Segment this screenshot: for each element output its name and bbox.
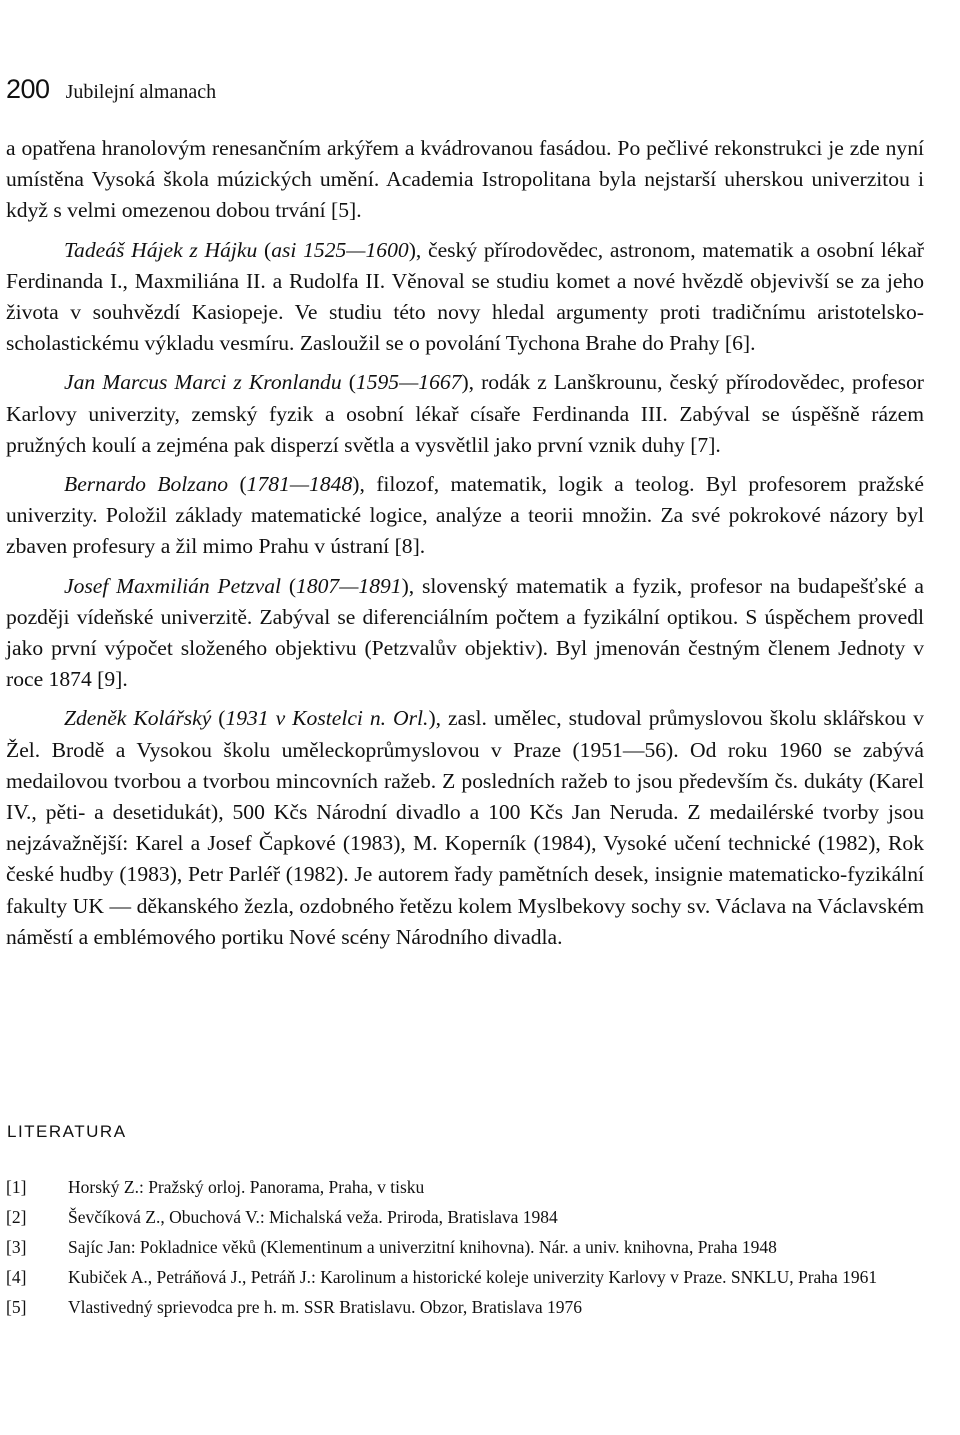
reference-item <box>6 1295 924 1319</box>
italic-text: Bernardo Bolzano <box>64 472 229 497</box>
paragraph-text: ), slovenský matematik a fyzik, profesor na budapešťské a později vídeňské univerzitě. Zabýval se diferenciálním počtem a fyzikální optikou. S úspěchem provedl jako první výpočet složeného objektivu (Petzvalův objektiv). Byl jmenován čestným členem Jednoty v roce 1874 [9]. <box>6 573 924 692</box>
paragraph-text: ( <box>211 706 226 731</box>
reference-text: Kubiček A., Petráňová J., Petráň J.: Karolinum a historické koleje univerzity Karlovy v Praze. SNKLU, Praha 1961 <box>68 1267 878 1287</box>
page-header <box>6 74 216 105</box>
paragraph <box>6 133 924 227</box>
paragraph-text: ), rodák z Lanškrounu, český přírodovědec, profesor Karlovy univerzity, zemský fyzik a osobní lékař císaře Ferdinanda III. Zabýval se úspěšně rázem pružných koulí a zejména pak disperzí světla a vysvětlil jako první vznik duhy [7]. <box>6 370 924 457</box>
reference-text: Ševčíková Z., Obuchová V.: Michalská veža. Priroda, Bratislava 1984 <box>68 1207 558 1227</box>
literature-heading: LITERATURA <box>7 1122 127 1141</box>
paragraph-text: a opatřena hranolovým renesančním arkýřem a kvádrovanou fasádou. Po pečlivé rekonstrukci je zde nyní umístěna Vysoká škola múzických umění. Academia Istropolitana byla nejstarší uherskou univerzitou i když s velmi omezenou dobou trvání [5]. <box>6 136 924 223</box>
reference-item <box>6 1265 924 1289</box>
italic-text: Zdeněk Kolářský <box>64 706 212 731</box>
paragraph-text: ), filozof, matematik, logik a teolog. Byl profesorem pražské univerzity. Položil základy matematické logice, analýze a teorii množin. Za své pokrokové názory byl zbaven profesury a žil mimo Prahu v ústraní [8]. <box>6 472 925 559</box>
body-text <box>6 133 924 961</box>
italic-text: 1595—1667 <box>355 370 462 395</box>
page-number: 200 <box>6 74 50 104</box>
reference-text: Vlastivedný sprievodca pre h. m. SSR Bratislavu. Obzor, Bratislava 1976 <box>68 1297 583 1317</box>
paragraph-text: ), český přírodovědec, astronom, matematik a osobní lékař Ferdinanda I., Maxmiliána II. a Rudolfa II. Věnoval se studiu komet a nové hvězdě objevivší se za jeho života v souhvězdí Kasiopeje. Ve studiu této novy hledal argumenty proti tradičnímu aristotelsko-scholastickému výkladu vesmíru. Zasloužil se o povolání Tychona Brahe do Prahy [6]. <box>6 237 924 356</box>
reference-text: Horský Z.: Pražský orloj. Panorama, Praha, v tisku <box>68 1177 425 1197</box>
reference-list <box>6 1175 924 1325</box>
paragraph <box>6 469 924 563</box>
running-head: Jubilejní almanach <box>65 81 217 103</box>
reference-number: [5] <box>6 1297 27 1317</box>
paragraph-text: ), zasl. umělec, studoval průmyslovou školu sklářskou v Žel. Brodě a Vysokou školu uměleckoprůmyslovou v Praze (1951—56). Od roku 1960 se zabývá medailovou tvorbou a tvorbou mincovních ražeb. Z posledních ražeb to jsou především čs. dukáty (Karel IV., pěti- a desetidukát), 500 Kčs Národní divadlo a 100 Kčs Jan Neruda. Z medailérské tvorby jsou nejzávažnější: Karel a Josef Čapkové (1983), M. Koperník (1984), Vysoké učení technické (1982), Rok české hudby (1983), Petr Parléř (1982). Je autorem řady pamětních desek, insignie matematicko-fyzikální fakulty UK — děkanského žezla, ozdobného řetězu kolem Myslbekovy sochy sv. Václava na Václavském náměstí a emblémového portiku Nové scény Národního divadla. <box>6 706 924 949</box>
paragraph-text: ( <box>228 472 247 497</box>
reference-item <box>6 1175 924 1199</box>
reference-item <box>6 1205 924 1229</box>
reference-number: [3] <box>6 1237 27 1257</box>
paragraph <box>6 571 924 696</box>
italic-text: Jan Marcus Marci z Kronlandu <box>64 370 342 395</box>
reference-number: [1] <box>6 1177 27 1197</box>
italic-text: 1807—1891 <box>296 573 402 598</box>
italic-text: 1931 v Kostelci n. Orl. <box>225 706 429 731</box>
italic-text: asi 1525—1600 <box>271 237 409 262</box>
reference-number: [2] <box>6 1207 27 1227</box>
paragraph <box>6 703 924 953</box>
reference-item <box>6 1235 924 1259</box>
paragraph <box>6 235 924 360</box>
italic-text: 1781—1848 <box>246 472 353 497</box>
paragraph-text: ( <box>341 370 356 395</box>
italic-text: Josef Maxmilián Petzval <box>64 573 282 598</box>
paragraph-text: ( <box>281 573 297 598</box>
paragraph-text: ( <box>257 237 272 262</box>
reference-number: [4] <box>6 1267 27 1287</box>
italic-text: Tadeáš Hájek z Hájku <box>64 237 258 262</box>
paragraph <box>6 367 924 461</box>
reference-text: Sajíc Jan: Pokladnice věků (Klementinum a univerzitní knihovna). Nár. a univ. knihovna, Praha 1948 <box>68 1237 777 1257</box>
